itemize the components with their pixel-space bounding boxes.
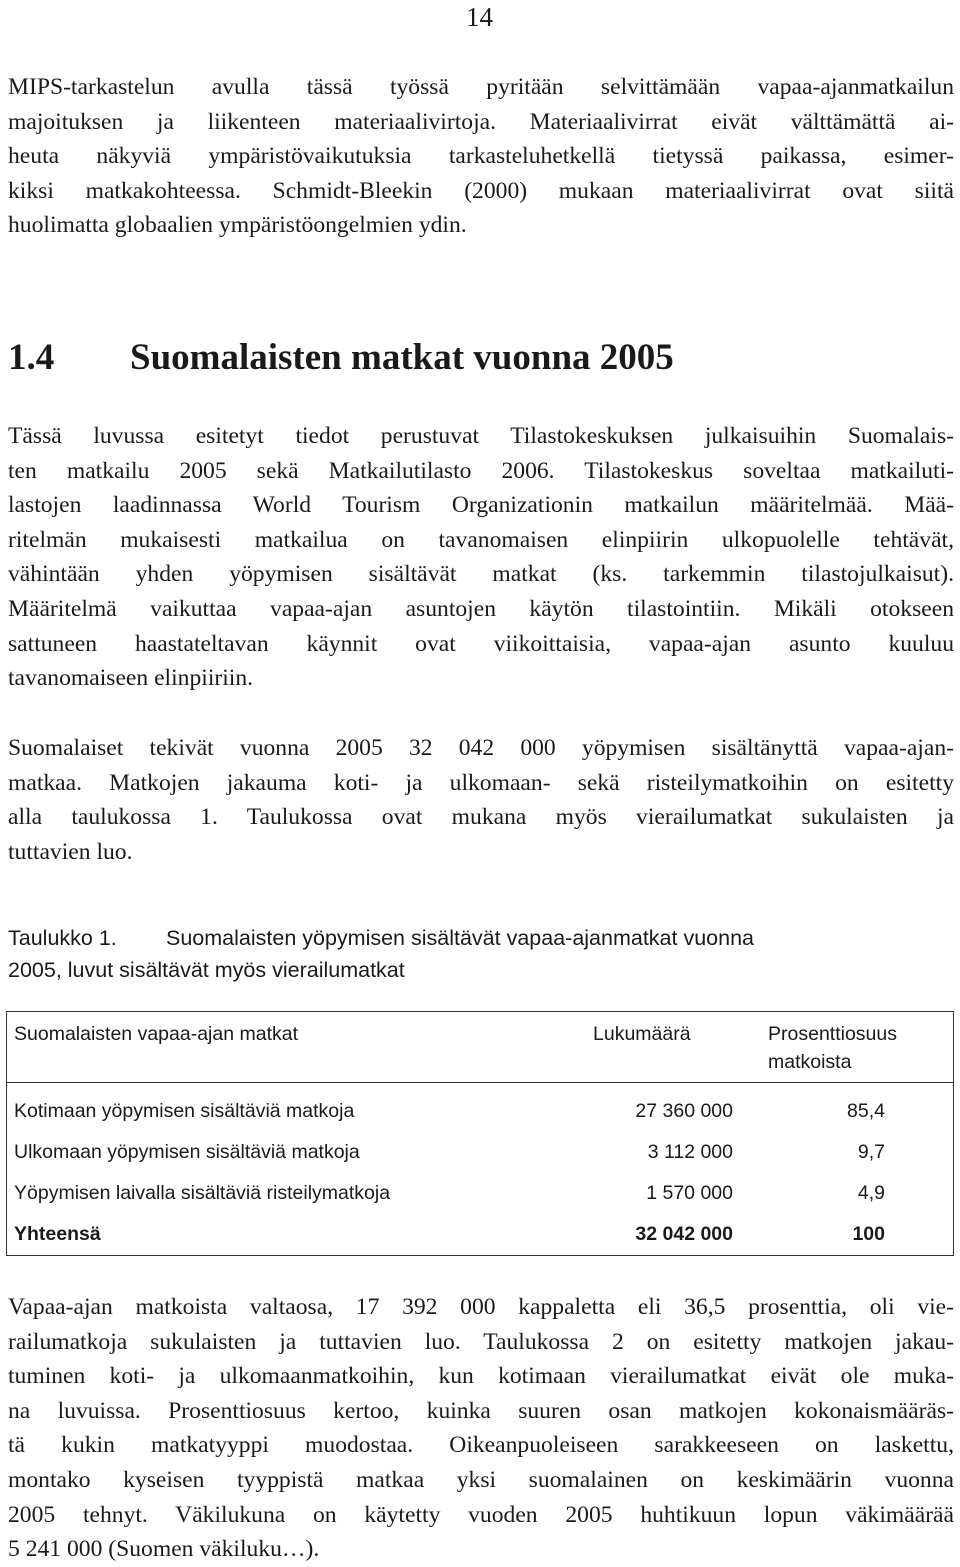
text-line: railumatkoja sukulaisten ja tuttavien luo. Taulukossa 2 on esitetty matkojen jakau- [8,1328,954,1355]
text-line: vähintään yhden yöpymisen sisältävät matkat (ks. tarkemmin tilastojulkaisut). [8,561,954,588]
text-line: tuttavien luo. [8,838,133,865]
text-line: lastojen laadinnassa World Tourism Organizationin matkailun määritelmää. Mää- [8,492,954,519]
table-header-row [7,1012,954,1083]
page-number: 14 [466,2,493,32]
text-line: Suomalaiset tekivät vuonna 2005 32 042 000 yöpymisen sisältänyttä vapaa-ajan- [8,735,954,761]
table-caption-text: 2005, luvut sisältävät myös vierailumatkat [8,958,405,982]
section-title: Suomalaisten matkat vuonna 2005 [130,337,674,378]
table-caption-text: Suomalaisten yöpymisen sisältävät vapaa-ajanmatkat vuonna [166,926,754,950]
paragraph-1 [8,419,954,696]
text-line: MIPS-tarkastelun avulla tässä työssä pyritään selvittämään vapaa-ajanmatkailun [8,74,954,100]
text-line: matkaa. Matkojen jakauma koti- ja ulkomaan- sekä risteilymatkoihin on esitetty [8,769,954,796]
row-percent: 4,9 [857,1182,885,1204]
text-line: huolimatta globaalien ympäristöongelmien ydin. [8,212,467,239]
text-line: na luvuissa. Prosenttiosuus kertoo, kuinka suuren osan matkojen kokonaismääräs- [8,1397,954,1424]
column-header: Lukumäärä [586,1012,761,1083]
table-caption [8,922,954,986]
text-line: Tässä luvussa esitetyt tiedot perustuvat Tilastokeskuksen julkaisuihin Suomalais- [8,423,954,449]
text-line: ten matkailu 2005 sekä Matkailutilasto 2006. Tilastokeskus soveltaa matkailuti- [8,457,954,484]
text-line: majoituksen ja liikenteen materiaalivirtoja. Materiaalivirrat eivät välttämättä ai- [8,108,954,135]
row-count: 27 360 000 [635,1100,733,1122]
row-percent: 85,4 [847,1100,885,1122]
row-percent: 9,7 [857,1141,885,1163]
table-row [7,1173,954,1214]
row-label: Yöpymisen laivalla sisältäviä risteilymatkoja [14,1182,391,1204]
text-line: ritelmän mukaisesti matkailua on tavanomaisen elinpiirin ulkopuolelle tehtävät, [8,526,954,553]
total-percent: 100 [852,1223,885,1245]
table-total-row [7,1214,954,1256]
text-line: montako kyseisen tyyppistä matkaa yksi suomalainen on keskimäärin vuonna [8,1466,954,1493]
paragraph-2 [8,731,954,869]
section-number: 1.4 [8,337,55,378]
text-line: sattuneen haastateltavan käynnit ovat viikoittaisia, vapaa-ajan asunto kuuluu [8,630,954,657]
paragraph-3 [8,1290,954,1567]
table-caption-label: Taulukko 1. [8,926,117,950]
text-line: 2005 tehnyt. Väkilukuna on käytetty vuoden 2005 huhtikuun lopun väkimäärää [8,1501,954,1528]
row-count: 3 112 000 [647,1141,733,1163]
text-line: heuta näkyviä ympäristövaikutuksia tarkasteluhetkellä tietyssä paikassa, esimer- [8,143,954,170]
column-header: Suomalaisten vapaa-ajan matkat [7,1012,587,1083]
text-line: tä kukin matkatyyppi muodostaa. Oikeanpuoleiseen sarakkeeseen on laskettu, [8,1432,954,1459]
table-row [7,1132,954,1173]
text-line: tavanomaiseen elinpiiriin. [8,665,254,692]
row-count: 1 570 000 [646,1182,733,1204]
text-line: tuminen koti- ja ulkomaanmatkoihin, kun kotimaan vierailumatkat eivät ole muka- [8,1363,954,1390]
trips-table [6,1011,954,1256]
text-line: Vapaa-ajan matkoista valtaosa, 17 392 000 kappaletta eli 36,5 prosenttia, oli vie- [8,1294,954,1320]
text-line: alla taulukossa 1. Taulukossa ovat mukana myös vierailumatkat sukulaisten ja [8,804,954,831]
total-count: 32 042 000 [635,1223,733,1245]
text-line: 5 241 000 (Suomen väkiluku…). [8,1536,320,1563]
text-line: Määritelmä vaikuttaa vapaa-ajan asuntojen käytön tilastointiin. Mikäli otokseen [8,595,954,622]
table-row [7,1083,954,1133]
row-label: Kotimaan yöpymisen sisältäviä matkoja [14,1100,355,1122]
row-label: Ulkomaan yöpymisen sisältäviä matkoja [14,1141,360,1163]
column-header: Prosenttiosuus matkoista [761,1012,954,1083]
total-label: Yhteensä [14,1223,101,1245]
section-heading [8,334,674,382]
intro-paragraph [8,70,954,243]
text-line: kiksi matkakohteessa. Schmidt-Bleekin (2000) mukaan materiaalivirrat ovat siitä [8,177,954,204]
